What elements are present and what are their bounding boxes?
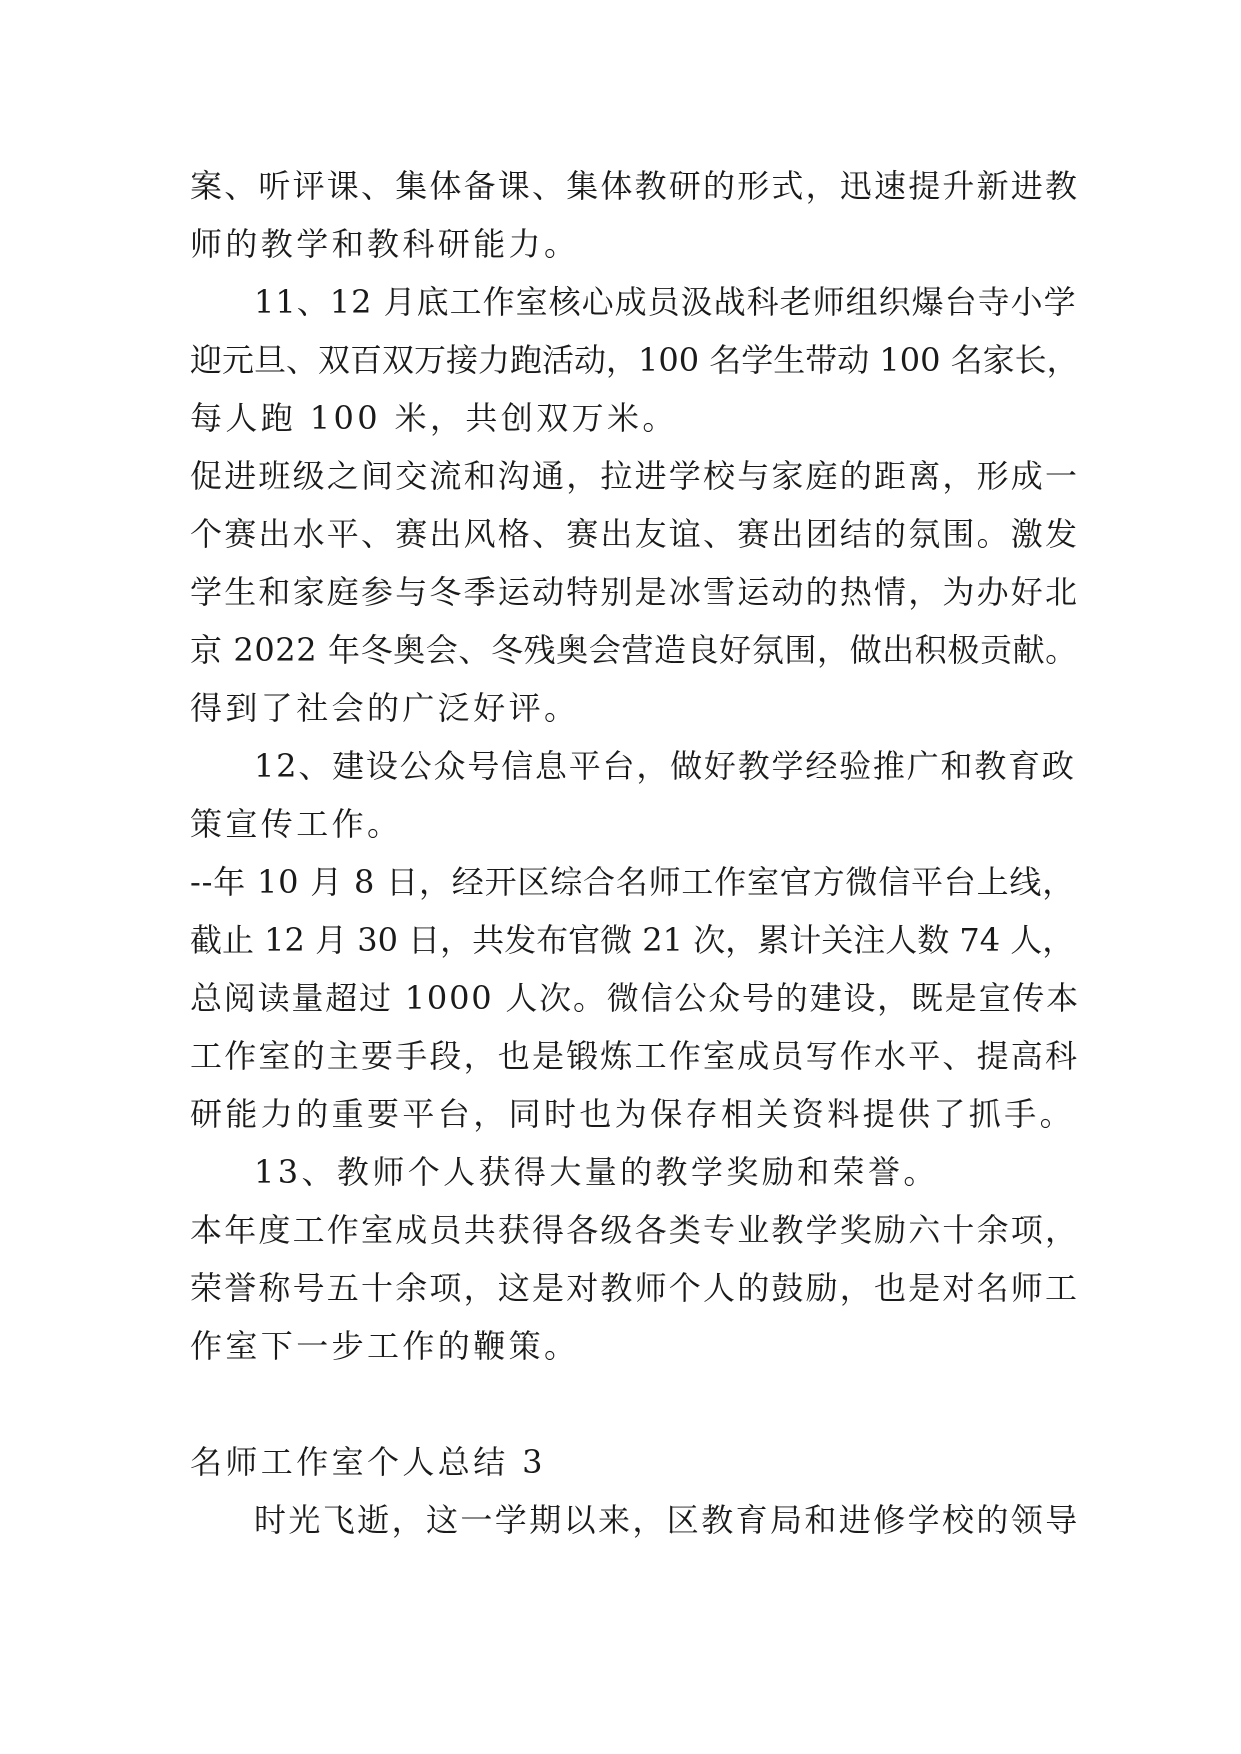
text-line: 本年度工作室成员共获得各级各类专业教学奖励六十余项， — [190, 1211, 1080, 1249]
section-title: 名师工作室个人总结 3 — [190, 1443, 546, 1481]
paragraph-12-heading: 12、建设公众号信息平台，做好教学经验推广和教育政 — [254, 747, 1076, 785]
text-line: 截止 12 月 30 日，共发布官微 21 次，累计关注人数 74 人， — [190, 921, 1075, 959]
text-line: 作室下一步工作的鞭策。 — [190, 1327, 580, 1365]
paragraph-13-heading: 13、教师个人获得大量的教学奖励和荣誉。 — [254, 1153, 939, 1191]
text-line: 荣誉称号五十余项，这是对教师个人的鼓励，也是对名师工 — [190, 1269, 1080, 1307]
text-line: 时光飞逝，这一学期以来，区教育局和进修学校的领导 — [254, 1501, 1080, 1539]
text-line: 学生和家庭参与冬季运动特别是冰雪运动的热情，为办好北 — [190, 573, 1080, 611]
paragraph-11-heading: 11、12 月底工作室核心成员汲战科老师组织爆台寺小学 — [254, 283, 1077, 321]
text-line: 促进班级之间交流和沟通，拉进学校与家庭的距离，形成一 — [190, 457, 1080, 495]
text-line: 得到了社会的广泛好评。 — [190, 689, 580, 727]
text-line: 策宣传工作。 — [190, 805, 403, 843]
text-line: 迎元旦、双百双万接力跑活动，100 名学生带动 100 名家长， — [190, 341, 1079, 379]
text-line: 总阅读量超过 1000 人次。微信公众号的建设，既是宣传本 — [190, 979, 1080, 1017]
text-line: 京 2022 年冬奥会、冬残奥会营造良好氛围，做出积极贡献。 — [190, 631, 1078, 669]
text-line: 研能力的重要平台，同时也为保存相关资料提供了抓手。 — [190, 1095, 1076, 1133]
text-line: 师的教学和教科研能力。 — [190, 225, 580, 263]
text-line: 每人跑 100 米，共创双万米。 — [190, 399, 678, 437]
text-line: 工作室的主要手段，也是锻炼工作室成员写作水平、提高科 — [190, 1037, 1080, 1075]
text-line: 个赛出水平、赛出风格、赛出友谊、赛出团结的氛围。激发 — [190, 515, 1080, 553]
text-line: 案、听评课、集体备课、集体教研的形式，迅速提升新进教 — [190, 167, 1080, 205]
text-line: --年 10 月 8 日，经开区综合名师工作室官方微信平台上线， — [190, 863, 1075, 901]
